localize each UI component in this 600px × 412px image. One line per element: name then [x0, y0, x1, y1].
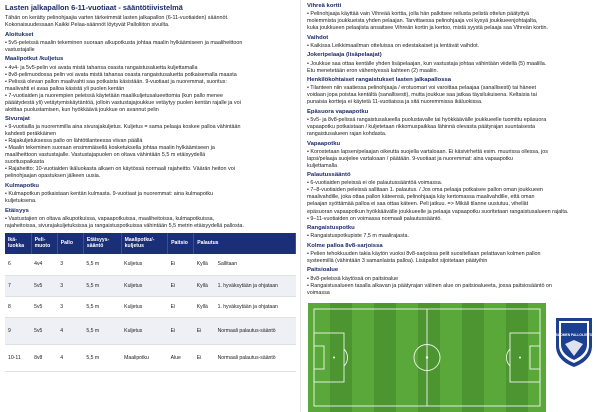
section-heading: Maalipotkut /kuljetus: [5, 56, 64, 63]
table-cell: 6: [5, 254, 31, 276]
table-cell: Ei: [168, 297, 194, 318]
section-line: • Pelien tehokkuuden takia käytön vuoksi 8v8-sarjoissa pelit suositellaan pelattavan kolmen pallon: [307, 250, 541, 257]
right-column: [302, 0, 600, 412]
section-line: epäsuoran vapaapotkun hyökkäävälle joukkueelle ja pelaaja vapaapotku suoritetaan rangaistusalueen rajalta.: [307, 208, 569, 215]
table-cell: 8v8: [31, 345, 57, 372]
section-line: rangaistusalueen rajan kohdasta.: [307, 131, 387, 138]
table-cell: Normaali palautus-sääntö: [215, 345, 296, 372]
section-line: • Korostetaan lapsen/pelaajan oikeutta suojella vartaloaan. Ei käsivirhettä esim. muurissa ollessa, jos: [307, 148, 549, 155]
section-line: • Pelissä olevan pallon maalivahti saa potkaista käsistään. 9-vuotiaat ja nuoremmat, suoritus:: [5, 78, 227, 85]
section-line: vastustajalle: [5, 46, 35, 53]
section-line: • Rangaistuspotkupiste 7,5 m maalirajasta.: [307, 233, 409, 240]
table-row: [5, 254, 296, 276]
table-cell: 5,5 m: [83, 345, 121, 372]
section-etaisyys: [5, 208, 296, 230]
section-heading: Kulmapotku: [5, 182, 40, 189]
table-cell: Kyllä: [194, 276, 215, 297]
column-header: Etäisyys-sääntö: [83, 233, 121, 254]
section-line: kuka joukkueen pelaajista ansaitsee Vihreän kortin ja kertoo, mistä syystä pelaaja saa Vihreän kortin.: [307, 25, 549, 32]
column-header: Peli-muoto: [31, 233, 57, 254]
table-cell: 8: [5, 297, 31, 318]
table-cell: 5v5: [31, 318, 57, 345]
section-line: • 5v5- ja 8v8-pelissä rangaistusalueella puolustavalle tai hyökkäävälle joukkueelle tuomittu epäsuora: [307, 117, 547, 123]
rules-table: [5, 233, 296, 373]
section-line: punaisia kortteja ei käytetä 11-vuotiaissa ja sitä nuoremmissa ikäluokissa.: [307, 99, 483, 106]
section-line: • 7-vuotiaiden ja nuorempien peleissä käytetään maalikuljetusalueettomia (kun pallo menee: [5, 92, 223, 99]
column-divider: [300, 0, 301, 412]
section-line: maalivahdille, joka ottaa pallon käteensä, pelinohjaaja käy kertomassa maalivahdille, että oman: [307, 194, 535, 201]
section-line: • 9–11-vuotiaiden on voimassa normaali palautussääntö.: [307, 215, 442, 222]
table-cell: Kuljetus: [121, 318, 167, 345]
table-cell: 5,5 m: [83, 297, 121, 318]
table-cell: Ei: [194, 345, 215, 372]
section-line: • Vastustajien on oltava alkupotkuissa, vapaapotkuissa, maaliheitoissa, kulmapotkuissa,: [5, 215, 215, 222]
section-line: aloittaa puolustamisen, kun hyökkäävä joukkue on avannut pelin: [5, 106, 159, 113]
section-kulmapotku: [5, 183, 296, 205]
table-cell: Alue: [168, 345, 194, 372]
section-line: • 6-vuotiaiden peleissä ei ole palautussääntöä voimassa.: [307, 180, 443, 187]
table-cell: Kyllä: [194, 297, 215, 318]
table-cell: Ei: [168, 276, 194, 297]
section-heading: Sivurajat: [5, 116, 30, 123]
column-header: Maalipotku/-kuljetus: [121, 233, 167, 254]
table-cell: Kuljetus: [121, 276, 167, 297]
table-row: [5, 297, 296, 318]
table-cell: 5,5 m: [83, 276, 121, 297]
table-cell: Maalipotku: [121, 345, 167, 372]
table-cell: Kuljetus: [121, 297, 167, 318]
section-heading: Etäisyys: [5, 207, 29, 214]
section-heading: Vihreä kortti: [307, 3, 342, 9]
section-line: • Rangaistusalueen tasalla alkavan ja päätyrajan välinen alue on paitsioalueeta, jossa paitsiosääntö on: [307, 282, 552, 289]
section-line: maaliheittoon vastustajalle. Vastustajapuolen on oltava vähintään 5,5 m etäisyydellä: [5, 152, 206, 159]
section-line: Etu menetetään eron vähentyessä kahteen (2) maaliin.: [307, 67, 438, 74]
section-line: pääätydestä yli) vetäytymiskäytäntöä, jolloin vastustajajoukkue vetäytyy puolen kentän rajalle ja voi: [5, 99, 241, 106]
crest-text: SUOMEN PALLOLIITTO: [555, 333, 593, 337]
football-pitch-image: [308, 303, 546, 412]
section-line: kuljettamalla: [307, 162, 337, 169]
section-line: • 8v8-peleissä käytössä on paitsioalue: [307, 275, 399, 282]
table-cell: 4v4: [31, 254, 57, 276]
column-header: Palautus: [194, 233, 296, 254]
table-cell: 5,5 m: [83, 318, 121, 345]
section-line: molemmista joukkueista yhden pelaajan. Tarvittaessa pelinohjaaja voi kysyä joukkueenjohtajalta,: [307, 18, 538, 25]
table-row: [5, 276, 296, 297]
table-cell: 1. hyväksytään ja ohjataan: [215, 276, 296, 297]
table-cell: 4: [57, 318, 83, 345]
table-cell: Kyllä: [194, 254, 215, 276]
section-heading: Kolme palloa 8v8-sarjoissa: [307, 242, 383, 249]
table-cell: 1. hyväksytään ja ohjataan: [215, 297, 296, 318]
table-cell: 7: [5, 276, 31, 297]
table-cell: Ei: [168, 254, 194, 276]
section-vihrea-kortti: [307, 3, 596, 32]
section-line: • Kulmapotkun potkaistaan kentän kulmasta. 9-vuotiaat ja nuoremmat: aina kulmapotku: [5, 191, 214, 198]
section-line: pelaajan syöttämää palloa ei saa ottaa käteen. Peli jatkuu. => Mikäli tilanne uusiutuu, vihellät: [307, 201, 529, 208]
table-row: [5, 318, 296, 345]
section-line: • 9-vuotiailla ja nuoremmilla aina sivurajakuljetus. Kuljetus = sama pelaaja koskee palloa vähintään: [5, 124, 241, 131]
intro: [5, 15, 296, 30]
shield-icon: [554, 316, 594, 368]
section-line: • 7–8-vuotiaiden peleissä sallitaan 1. palautus. / Jos oma pelaaja potkaisee pallon oman joukkueen: [307, 187, 543, 194]
section-rangaistuspotku: [307, 225, 596, 240]
section-maalipotkut: [5, 56, 296, 113]
table-cell: 3: [57, 276, 83, 297]
section-vaihdot: [307, 35, 596, 50]
column-header: Paitsio: [168, 233, 194, 254]
section-line: • Rajakuljetuksessa pallo on lähtötilanteessa viivan päällä: [5, 138, 143, 145]
table-cell: Sallitaan: [215, 254, 296, 276]
section-vapaapotku: [307, 141, 596, 170]
section-sivurajat: [5, 116, 296, 180]
section-jokeripelaaja: [307, 52, 596, 74]
section-heading: Henkilökohtaiset rangaistukset lasten jalkapallossa: [307, 77, 452, 84]
section-line: lapsi/pelaaja suojelee vartaloaan / päätään. 9-vuotiaat ja nuoremmat: aina vapaapotku: [307, 155, 513, 162]
table-cell: 5v5: [31, 276, 57, 297]
section-line: voidaan jopa poistaa kentältä (sanallisesti), mutta joukkue saa jatkaa täysilukuisena. Keltaisia tai: [307, 92, 537, 99]
table-cell: 3: [57, 297, 83, 318]
section-line: • Maalin tekeminen suoraan ensimmäisellä kosketuksella johtaa maalin hylkäämiseen ja: [5, 145, 215, 152]
section-line: • Pelinohjaaja käyttää vain Vihreää korttia, jolla hän palkitsee reilusta pelistä ottelun päätyttyä: [307, 11, 530, 18]
section-line: suorituspaikasta: [5, 159, 44, 166]
section-line: maalivahti ei avaa palloa käsistä yli puolen kentän: [5, 85, 125, 92]
section-rangaistukset: [307, 77, 596, 106]
section-heading: Paitsioalue: [307, 267, 339, 274]
table-cell: Kuljetus: [121, 254, 167, 276]
palloliitto-crest: [554, 316, 594, 368]
section-epasuora-vapaapotku: [307, 109, 596, 138]
section-heading: Vapaapotku: [307, 140, 341, 147]
section-line: • Joukkue saa ottaa kentälle yhden lisäpelaajan, kun vastustaja johtaa vähintään viidellä (5) maalilla.: [307, 60, 547, 67]
table-cell: Ei: [168, 318, 194, 345]
section-line: kahdesti peräkkäinen: [5, 131, 56, 138]
column-header: Ikä-luokka: [5, 233, 31, 254]
section-line: • 8v8-pelimuodossa pelin voi avata mistä tahansa osasta rangaistusaluetta potkaisemalla maasta: [5, 71, 237, 78]
section-heading: Epäsuora vapaapotku: [307, 108, 369, 115]
table-cell: 5v5: [31, 297, 57, 318]
pitch-icon: [308, 303, 546, 412]
section-line: vapaapotku potkaistaan / kuljetetaan rikkomuspaikkaa lähinnä olevasta päätyrajan suuntaisesta: [307, 124, 536, 131]
table-cell: Ei: [194, 318, 215, 345]
section-heading: Vaihdot: [307, 34, 329, 41]
section-line: pelinohjaajan opastuksen jälkeen uusia.: [5, 173, 101, 180]
table-cell: 4: [57, 345, 83, 372]
table-cell: 3: [57, 254, 83, 276]
section-heading: Jokeripelaaja (lisäpelaajat): [307, 52, 382, 59]
section-line: • 5v5-peleissä maalin tekeminen suoraan alkupotkusta johtaa maalin hylkäämiseen ja maaliheittoon: [5, 39, 243, 46]
intro-line: Kokonaisuudessaan Kaikki Pelaa-säännöt löytyvät Palloliiton sivuilta.: [5, 22, 170, 29]
section-paitsioalue: [307, 267, 596, 296]
section-line: • 4v4- ja 5v5-pelin voi avata mistä tahansa osasta rangaistusaluetta kuljettamalla: [5, 64, 198, 71]
section-heading: Rangaistuspotku: [307, 225, 355, 232]
table-cell: 9: [5, 318, 31, 345]
table-cell: Normaali palautus-sääntö: [215, 318, 296, 345]
table-cell: 10-11: [5, 345, 31, 372]
section-line: systeemillä (vähintään 3 samanlaista palloa). Lisäpallot sijoitetaan päätyihin: [307, 257, 488, 264]
table-cell: 5,5 m: [83, 254, 121, 276]
section-kolme-palloa: [307, 243, 596, 265]
intro-line: Tähän on kerätty pelinohjaajia varten tärkeimmät lasten jalkapallon (6-11-vuotiaiden) säännöt.: [5, 14, 229, 21]
section-line: kuljetuksena.: [5, 198, 37, 205]
section-line: • Kaikissa Leikkimaailman otteluissa on edestakaiset ja lentävät vaihdot.: [307, 42, 480, 49]
section-heading: Palautussääntö: [307, 172, 351, 179]
table-row: [5, 345, 296, 372]
section-line: voimassa: [307, 289, 330, 296]
column-header: Pallo: [57, 233, 83, 254]
section-line: • Rajaheitto: 10-vuotiaiden ikäluokasta alkaen on käytössä normaali rajaheitto. Väärän heiton voi: [5, 166, 235, 173]
section-palautussaanto: [307, 172, 596, 222]
section-heading: Aloitukset: [5, 31, 34, 38]
section-line: • Tilanteen niin vaatiessa pelinohjaaja / erotuomari voi varoittaa pelaajaa (sanallisesti) tai häneet: [307, 85, 537, 92]
section-line: rajaheitoissa, sivurajakuljetuksissa ja rangaistuspotkuissa vähintään 5,5 metrin etäisyydellä pallosta.: [5, 222, 244, 229]
table-header-row: [5, 233, 296, 254]
document-title: Lasten jalkapallon 6-11-vuotiaat - sääntötiivistelmä: [5, 3, 183, 12]
section-aloitukset: [5, 32, 296, 54]
